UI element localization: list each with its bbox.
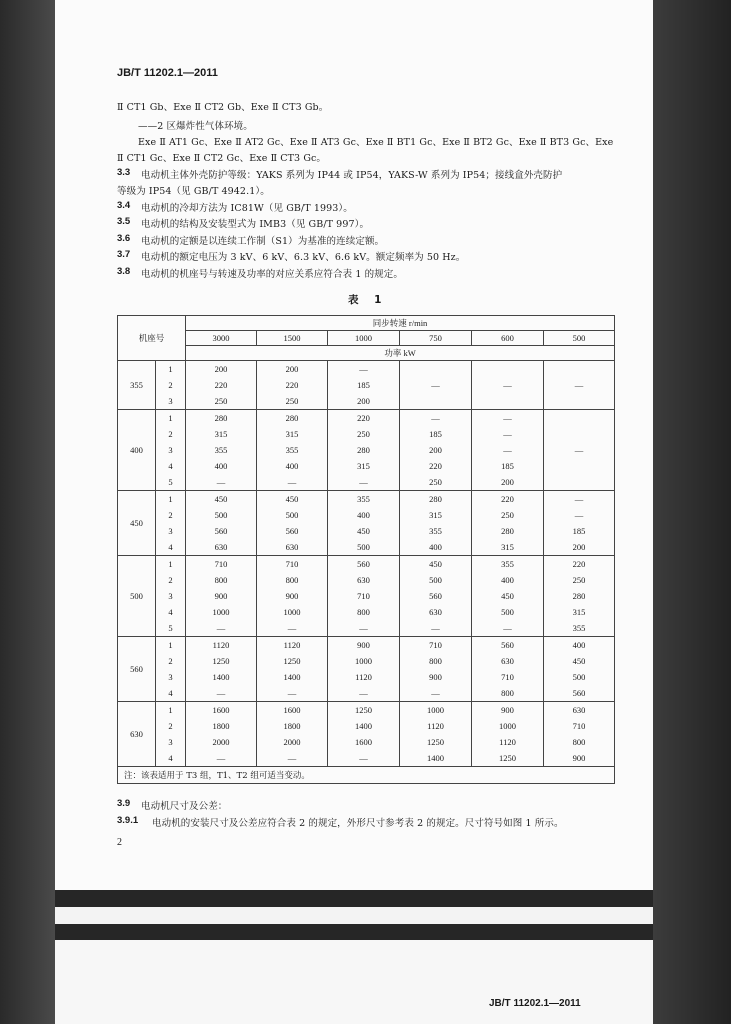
sub-number: 2	[168, 510, 173, 520]
speed-cell: 750	[400, 331, 472, 346]
power-value: 630	[429, 607, 442, 617]
power-value: 250	[285, 396, 299, 406]
power-header-cell: 功率 kW	[186, 346, 615, 361]
power-value: 630	[285, 542, 299, 552]
sub-number: 3	[168, 591, 173, 601]
clause-number: 3.9	[117, 798, 131, 809]
power-value: —	[503, 380, 512, 390]
page-gap-strip	[55, 907, 653, 924]
power-cell	[400, 556, 472, 637]
power-value: 200	[357, 396, 370, 406]
power-cell	[472, 637, 544, 702]
sub-number: 3	[168, 396, 173, 406]
power-value: 355	[501, 559, 514, 569]
frame-number-cell: 630	[118, 702, 156, 767]
power-value: 800	[285, 575, 299, 585]
power-cell	[186, 702, 257, 767]
sub-number: 4	[168, 688, 173, 698]
table-note: 注：该表适用于 T3 组，T1、T2 组可适当变动。	[118, 767, 615, 784]
frame-number-cell: 560	[118, 637, 156, 702]
power-value: 280	[357, 445, 370, 455]
power-value: —	[431, 380, 440, 390]
table-caption: 表 1	[348, 294, 388, 306]
power-value: 500	[572, 672, 586, 682]
clause-text: 电动机尺寸及公差：	[141, 801, 228, 812]
power-cell	[472, 556, 544, 637]
sub-number: 1	[168, 640, 173, 650]
power-value: 355	[285, 445, 299, 455]
power-value: —	[359, 364, 368, 374]
power-cell	[544, 637, 615, 702]
clause-text: 电动机主体外壳防护等级：YAKS 系列为 IP44 或 IP54，YAKS-W 系列为 IP54；接线盒外壳防护	[141, 170, 563, 181]
power-cell	[400, 491, 472, 556]
intro-line: Ⅱ CT1 Gc、Exe Ⅱ CT2 Gc、Exe Ⅱ CT3 Gc。	[117, 153, 327, 164]
frame-power-table	[117, 315, 615, 784]
power-value: 200	[285, 364, 299, 374]
table-note-row	[118, 767, 615, 784]
power-cell	[400, 702, 472, 767]
table-row	[118, 491, 615, 556]
power-value: 200	[429, 445, 442, 455]
power-cell	[472, 702, 544, 767]
power-value: 1600	[355, 737, 373, 747]
power-value: 560	[214, 526, 228, 536]
power-value: 280	[285, 413, 299, 423]
power-value: 1000	[283, 607, 301, 617]
power-value: —	[287, 688, 297, 698]
power-cell	[257, 637, 328, 702]
power-value: 1000	[499, 721, 517, 731]
power-value: 710	[501, 672, 514, 682]
power-value: 500	[501, 607, 514, 617]
power-cell	[328, 556, 400, 637]
power-cell	[544, 556, 615, 637]
power-value: 450	[572, 656, 586, 666]
sub-number: 3	[168, 526, 173, 536]
power-value: —	[287, 623, 297, 633]
speed-header-cell: 同步转速 r/min	[186, 316, 615, 331]
power-value: 560	[572, 688, 586, 698]
power-value: 355	[572, 623, 586, 633]
power-value: —	[216, 688, 226, 698]
power-value: 450	[501, 591, 514, 601]
power-value: 450	[214, 494, 228, 504]
power-value: 900	[214, 591, 228, 601]
speed-cell: 500	[544, 331, 615, 346]
power-cell	[472, 361, 544, 410]
power-cell	[544, 361, 615, 410]
power-value: —	[359, 623, 368, 633]
sub-number: 1	[168, 364, 173, 374]
power-value: —	[574, 445, 584, 455]
power-value: 250	[501, 510, 514, 520]
power-cell	[186, 491, 257, 556]
power-value: —	[359, 477, 368, 487]
power-value: —	[503, 445, 512, 455]
scanner-border-right	[653, 0, 731, 1024]
power-value: 630	[572, 705, 586, 715]
power-value: —	[574, 494, 584, 504]
clause-number: 3.6	[117, 233, 131, 244]
power-value: 1250	[499, 753, 517, 763]
power-value: 450	[429, 559, 442, 569]
power-cell	[186, 556, 257, 637]
clause-number: 3.7	[117, 249, 131, 260]
power-value: 280	[429, 494, 442, 504]
power-cell	[186, 361, 257, 410]
sub-number: 2	[168, 656, 173, 666]
power-value: 1250	[283, 656, 301, 666]
frame-number-cell: 400	[118, 410, 156, 491]
power-value: 450	[357, 526, 370, 536]
power-value: 560	[429, 591, 442, 601]
power-value: 220	[429, 461, 442, 471]
sub-number: 1	[168, 413, 173, 423]
sub-number: 1	[168, 494, 173, 504]
frame-number-cell: 450	[118, 491, 156, 556]
sub-number: 3	[168, 737, 173, 747]
frame-number-cell: 500	[118, 556, 156, 637]
power-value: 315	[572, 607, 586, 617]
power-cell	[328, 491, 400, 556]
sub-number: 4	[168, 607, 173, 617]
power-value: 400	[357, 510, 370, 520]
clause-text: 等级为 IP54（见 GB/T 4942.1）。	[117, 186, 270, 197]
power-cell	[328, 410, 400, 491]
sub-number-cell	[156, 361, 186, 410]
power-value: 185	[501, 461, 514, 471]
intro-line: Ⅱ CT1 Gb、Exe Ⅱ CT2 Gb、Exe Ⅱ CT3 Gb。	[117, 102, 329, 113]
power-value: 250	[429, 477, 442, 487]
power-cell	[544, 702, 615, 767]
sub-number: 1	[168, 705, 173, 715]
clause-text: 电动机的机座号与转速及功率的对应关系应符合表 1 的规定。	[141, 269, 403, 280]
power-value: 1250	[212, 656, 230, 666]
power-value: 710	[357, 591, 370, 601]
power-value: 355	[357, 494, 370, 504]
power-value: 1250	[427, 737, 445, 747]
clause-number: 3.5	[117, 216, 131, 227]
sub-number: 2	[168, 575, 173, 585]
power-value: 280	[572, 591, 586, 601]
power-value: —	[216, 623, 226, 633]
power-value: 1120	[212, 640, 230, 650]
sub-number-cell	[156, 556, 186, 637]
power-value: —	[431, 413, 440, 423]
power-value: 1400	[212, 672, 230, 682]
power-value: 220	[572, 559, 586, 569]
power-cell	[257, 702, 328, 767]
power-value: —	[216, 477, 226, 487]
power-value: 900	[501, 705, 514, 715]
power-value: —	[503, 413, 512, 423]
power-value: —	[431, 623, 440, 633]
clause-number: 3.9.1	[117, 815, 139, 826]
clause-text: 电动机的结构及安装型式为 IMB3（见 GB/T 997）。	[141, 219, 370, 230]
intro-line: ——2 区爆炸性气体环境。	[138, 121, 253, 132]
power-value: —	[574, 380, 584, 390]
power-cell	[257, 556, 328, 637]
power-value: 1800	[283, 721, 301, 731]
power-value: 315	[501, 542, 514, 552]
power-value: —	[574, 510, 584, 520]
power-value: 315	[214, 429, 228, 439]
table-row	[118, 556, 615, 637]
power-value: —	[503, 623, 512, 633]
power-value: 250	[214, 396, 228, 406]
sub-number: 4	[168, 542, 173, 552]
speed-cell: 3000	[186, 331, 257, 346]
intro-line: Exe Ⅱ AT1 Gc、Exe Ⅱ AT2 Gc、Exe Ⅱ AT3 Gc、Exe Ⅱ BT1 Gc、Exe Ⅱ BT2 Gc、Exe Ⅱ BT3 Gc、Exe	[138, 137, 614, 148]
power-value: 900	[572, 753, 586, 763]
power-value: 560	[285, 526, 299, 536]
sub-number-cell	[156, 637, 186, 702]
power-value: 200	[572, 542, 586, 552]
power-value: 315	[285, 429, 299, 439]
power-value: 185	[357, 380, 370, 390]
power-value: 800	[357, 607, 370, 617]
power-value: 500	[429, 575, 442, 585]
clause-number: 3.3	[117, 167, 131, 178]
power-value: 900	[285, 591, 299, 601]
power-cell	[544, 491, 615, 556]
sub-number: 3	[168, 445, 173, 455]
power-value: 710	[214, 559, 228, 569]
power-value: 280	[501, 526, 514, 536]
speed-cell: 1500	[257, 331, 328, 346]
power-value: 500	[214, 510, 228, 520]
sub-number: 2	[168, 429, 173, 439]
power-value: 400	[214, 461, 228, 471]
power-value: 560	[501, 640, 514, 650]
power-value: —	[359, 688, 368, 698]
sub-number: 2	[168, 721, 173, 731]
power-value: 1600	[283, 705, 301, 715]
clause-text: 电动机的安装尺寸及公差应符合表 2 的规定，外形尺寸参考表 2 的规定。尺寸符号如图 1 所示。	[152, 818, 564, 829]
sub-number-cell	[156, 491, 186, 556]
power-value: 800	[214, 575, 228, 585]
power-value: 400	[285, 461, 299, 471]
power-value: 220	[357, 413, 370, 423]
power-value: 500	[357, 542, 370, 552]
power-value: 1120	[499, 737, 516, 747]
power-cell	[328, 702, 400, 767]
clause-text: 电动机的冷却方法为 IC81W（见 GB/T 1993）。	[141, 203, 353, 214]
sub-number: 4	[168, 461, 173, 471]
sub-number: 1	[168, 559, 173, 569]
power-value: —	[359, 753, 368, 763]
frame-number-cell: 355	[118, 361, 156, 410]
power-value: 710	[429, 640, 442, 650]
page-number: 2	[117, 837, 122, 848]
power-value: 1400	[283, 672, 301, 682]
power-value: 900	[429, 672, 442, 682]
power-value: 400	[429, 542, 442, 552]
power-value: 630	[501, 656, 514, 666]
sub-number: 2	[168, 380, 173, 390]
speed-cell: 1000	[328, 331, 400, 346]
power-cell	[328, 637, 400, 702]
power-cell	[328, 361, 400, 410]
power-value: 2000	[212, 737, 230, 747]
next-page	[55, 940, 653, 1024]
sub-number: 4	[168, 753, 173, 763]
document-header: JB/T 11202.1—2011	[117, 67, 218, 79]
power-cell	[472, 410, 544, 491]
power-value: 710	[572, 721, 586, 731]
power-value: 1400	[355, 721, 373, 731]
sub-number: 5	[168, 477, 173, 487]
power-value: 200	[214, 364, 228, 374]
table-row	[118, 702, 615, 767]
power-value: 1000	[212, 607, 230, 617]
power-value: —	[503, 429, 512, 439]
clause-text: 电动机的额定电压为 3 kV、6 kV、6.3 kV、6.6 kV。额定频率为 50 Hz。	[141, 252, 466, 263]
power-value: 200	[501, 477, 514, 487]
power-value: 800	[429, 656, 442, 666]
power-cell	[257, 361, 328, 410]
power-value: 185	[429, 429, 442, 439]
power-value: 450	[285, 494, 299, 504]
power-value: 1000	[355, 656, 373, 666]
power-value: 800	[572, 737, 586, 747]
power-value: 250	[357, 429, 370, 439]
power-cell	[472, 491, 544, 556]
table-row	[118, 637, 615, 702]
power-value: 500	[285, 510, 299, 520]
power-value: 1800	[212, 721, 230, 731]
power-value: 315	[429, 510, 442, 520]
power-value: 355	[214, 445, 228, 455]
power-value: 355	[429, 526, 442, 536]
clause-number: 3.4	[117, 200, 131, 211]
power-cell	[400, 361, 472, 410]
power-value: —	[431, 688, 440, 698]
power-cell	[186, 637, 257, 702]
clause-number: 3.8	[117, 266, 131, 277]
power-value: 1120	[427, 721, 444, 731]
power-value: 1250	[355, 705, 373, 715]
power-cell	[257, 491, 328, 556]
sub-number: 3	[168, 672, 173, 682]
power-cell	[186, 410, 257, 491]
power-value: 400	[501, 575, 514, 585]
power-value: 315	[357, 461, 370, 471]
power-value: —	[287, 477, 297, 487]
power-cell	[544, 410, 615, 491]
power-value: —	[216, 753, 226, 763]
power-value: 1120	[355, 672, 372, 682]
power-value: 800	[501, 688, 514, 698]
sub-number-cell	[156, 410, 186, 491]
power-value: 220	[214, 380, 228, 390]
power-cell	[257, 410, 328, 491]
power-value: 185	[572, 526, 586, 536]
power-value: 630	[357, 575, 370, 585]
power-value: —	[287, 753, 297, 763]
power-value: 220	[285, 380, 299, 390]
power-value: 2000	[283, 737, 301, 747]
frame-header-cell: 机座号	[118, 316, 186, 361]
sub-number: 5	[168, 623, 173, 633]
table-row	[118, 361, 615, 410]
sub-number-cell	[156, 702, 186, 767]
power-value: 400	[572, 640, 586, 650]
power-value: 1120	[283, 640, 301, 650]
power-value: 1000	[427, 705, 445, 715]
power-value: 900	[357, 640, 370, 650]
power-cell	[400, 410, 472, 491]
next-page-header: JB/T 11202.1—2011	[489, 998, 581, 1009]
power-value: 630	[214, 542, 228, 552]
power-value: 1400	[427, 753, 445, 763]
scanner-border-left	[0, 0, 55, 1024]
power-value: 280	[214, 413, 228, 423]
power-cell	[400, 637, 472, 702]
power-value: 1600	[212, 705, 230, 715]
power-value: 710	[285, 559, 299, 569]
power-value: 220	[501, 494, 514, 504]
power-value: 250	[572, 575, 586, 585]
power-value: 560	[357, 559, 370, 569]
clause-text: 电动机的定额是以连续工作制（S1）为基准的连续定额。	[141, 236, 385, 247]
table-row	[118, 410, 615, 491]
speed-cell: 600	[472, 331, 544, 346]
